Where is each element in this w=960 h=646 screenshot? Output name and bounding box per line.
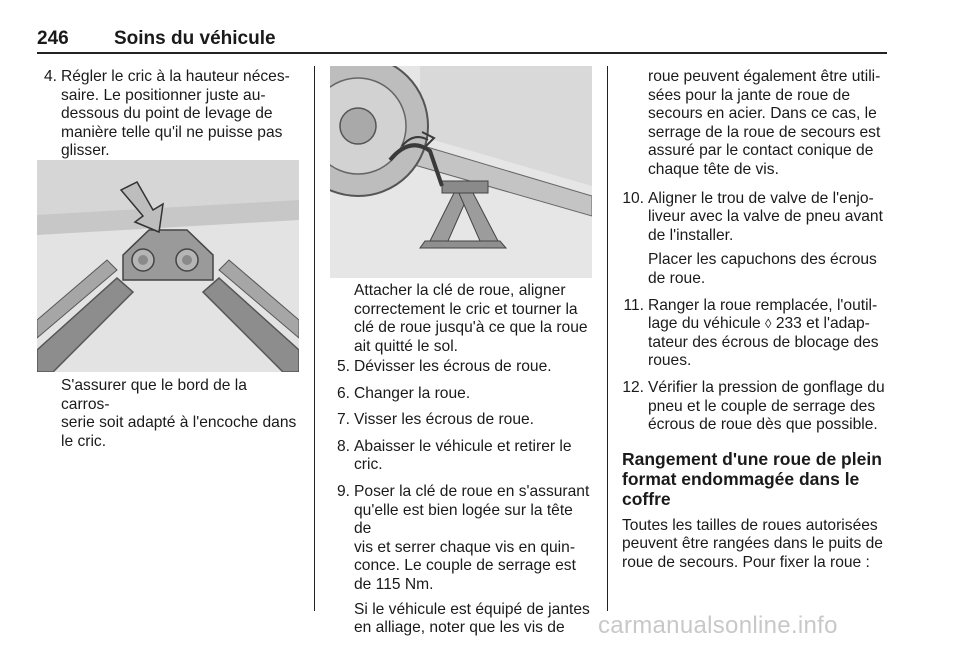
text-line: Poser la clé de roue en s'assurant <box>354 482 590 500</box>
text-line: roues. <box>648 352 692 370</box>
text-line: serie soit adapté à l'encoche dans <box>61 414 297 432</box>
step-4 <box>37 68 299 161</box>
column-1 <box>37 68 299 169</box>
text-line: Aligner le trou de valve de l'enjo- <box>648 189 874 207</box>
text-line: cric. <box>354 456 383 474</box>
text-line: assuré par le contact conique de <box>648 142 874 160</box>
text-line: peuvent être rangées dans le puits de <box>622 535 883 553</box>
text-line: roue de secours. Pour fixer la roue : <box>622 553 870 571</box>
figure-1-caption <box>61 377 299 451</box>
step-11 <box>622 297 886 371</box>
text-line: Ranger la roue remplacée, l'outil- <box>648 296 878 314</box>
text-line: Si le véhicule est équipé de jantes <box>354 600 590 618</box>
text-line: dessous du point de levage de <box>61 105 273 123</box>
section-paragraph <box>622 517 886 573</box>
step-8 <box>330 438 592 475</box>
jack-lifting-illustration <box>330 66 592 278</box>
text-line: Attacher la clé de roue, aligner <box>354 282 566 299</box>
header-rule <box>37 52 887 54</box>
step-number: 7. <box>336 411 350 429</box>
jack-positioning-illustration <box>37 160 299 372</box>
step-number: 9. <box>336 482 350 500</box>
text-line: de 115 Nm. <box>354 575 434 593</box>
step-number: 11. <box>623 296 644 314</box>
text-line: écrous de roue dès que possible. <box>648 416 878 434</box>
text-line: vis et serrer chaque vis en quin- <box>354 538 576 556</box>
text-line: Visser les écrous de roue. <box>354 411 534 429</box>
text-line: de roue. <box>648 269 706 287</box>
text-line: Toutes les tailles de roues autorisées <box>622 516 878 534</box>
text-line: Changer la roue. <box>354 384 471 402</box>
text-line <box>648 315 886 334</box>
text-line: qu'elle est bien logée sur la tête de <box>354 501 573 538</box>
text-line: Abaisser le véhicule et retirer le <box>354 437 572 455</box>
text-line: ait quitté le sol. <box>354 337 459 355</box>
text-line: conce. Le couple de serrage est <box>354 557 576 575</box>
text-line: correctement le cric et tourner la <box>354 300 578 318</box>
text-line: saire. Le positionner juste au- <box>61 86 266 104</box>
step-number: 8. <box>336 437 350 455</box>
text-line: coffre <box>622 488 671 509</box>
step-5 <box>330 358 592 377</box>
text-line: secours en acier. Dans ce cas, le <box>648 105 877 123</box>
text-line: de l'installer. <box>648 226 734 244</box>
step-7 <box>330 411 592 430</box>
text-line: sées pour la jante de roue de <box>648 86 850 104</box>
text-line: clé de roue jusqu'à ce que la roue <box>354 319 588 337</box>
step-number: 6. <box>336 384 350 402</box>
watermark: carmanualsonline.info <box>598 612 838 639</box>
step-10-note <box>648 251 886 288</box>
section-heading <box>622 449 886 509</box>
text-line: Placer les capuchons des écrous <box>648 251 877 269</box>
text-line: tateur des écrous de blocage des <box>648 333 879 351</box>
step-number: 10. <box>622 189 644 207</box>
page-header <box>37 28 887 50</box>
step-9-note <box>354 601 592 638</box>
page-title: Soins du véhicule <box>114 28 276 49</box>
page-number: 246 <box>37 28 69 49</box>
step-6 <box>330 385 592 404</box>
column-divider-2 <box>607 66 608 611</box>
text-line: Régler le cric à la hauteur néces- <box>61 68 290 85</box>
step-number: 12. <box>622 378 644 396</box>
step-9-note-continued <box>622 68 886 180</box>
step-number: 4. <box>43 68 57 85</box>
column-divider-1 <box>314 66 315 611</box>
text-line: en alliage, noter que les vis de <box>354 619 565 637</box>
text-fragment: lage du véhicule <box>648 315 766 333</box>
text-line: manière telle qu'il ne puisse pas <box>61 123 283 141</box>
page-reference-icon[interactable]: ◊ <box>765 316 772 332</box>
page-reference[interactable]: 233 et l'adap- <box>771 315 870 333</box>
column-3 <box>622 68 886 572</box>
step-9 <box>330 483 592 638</box>
step-number: 5. <box>336 358 350 375</box>
text-line: Rangement d'une roue de plein <box>622 448 882 469</box>
text-line: S'assurer que le bord de la carros- <box>61 377 247 413</box>
text-line: Dévisser les écrous de roue. <box>354 358 552 375</box>
text-line: liveur avec la valve de pneu avant <box>648 208 883 226</box>
step-12 <box>622 379 886 435</box>
text-line: roue peuvent également être utili- <box>648 68 881 85</box>
steps-5-to-9 <box>330 358 592 646</box>
text-line: format endommagée dans le <box>622 468 860 489</box>
text-line: Vérifier la pression de gonflage du <box>648 378 885 396</box>
text-line: pneu et le couple de serrage des <box>648 397 876 415</box>
text-line: chaque tête de vis. <box>648 160 779 178</box>
text-line: le cric. <box>61 432 107 450</box>
text-line: glisser. <box>61 142 110 160</box>
step-10 <box>622 190 886 289</box>
text-line: serrage de la roue de secours est <box>648 123 881 141</box>
figure-2-caption <box>354 282 592 356</box>
